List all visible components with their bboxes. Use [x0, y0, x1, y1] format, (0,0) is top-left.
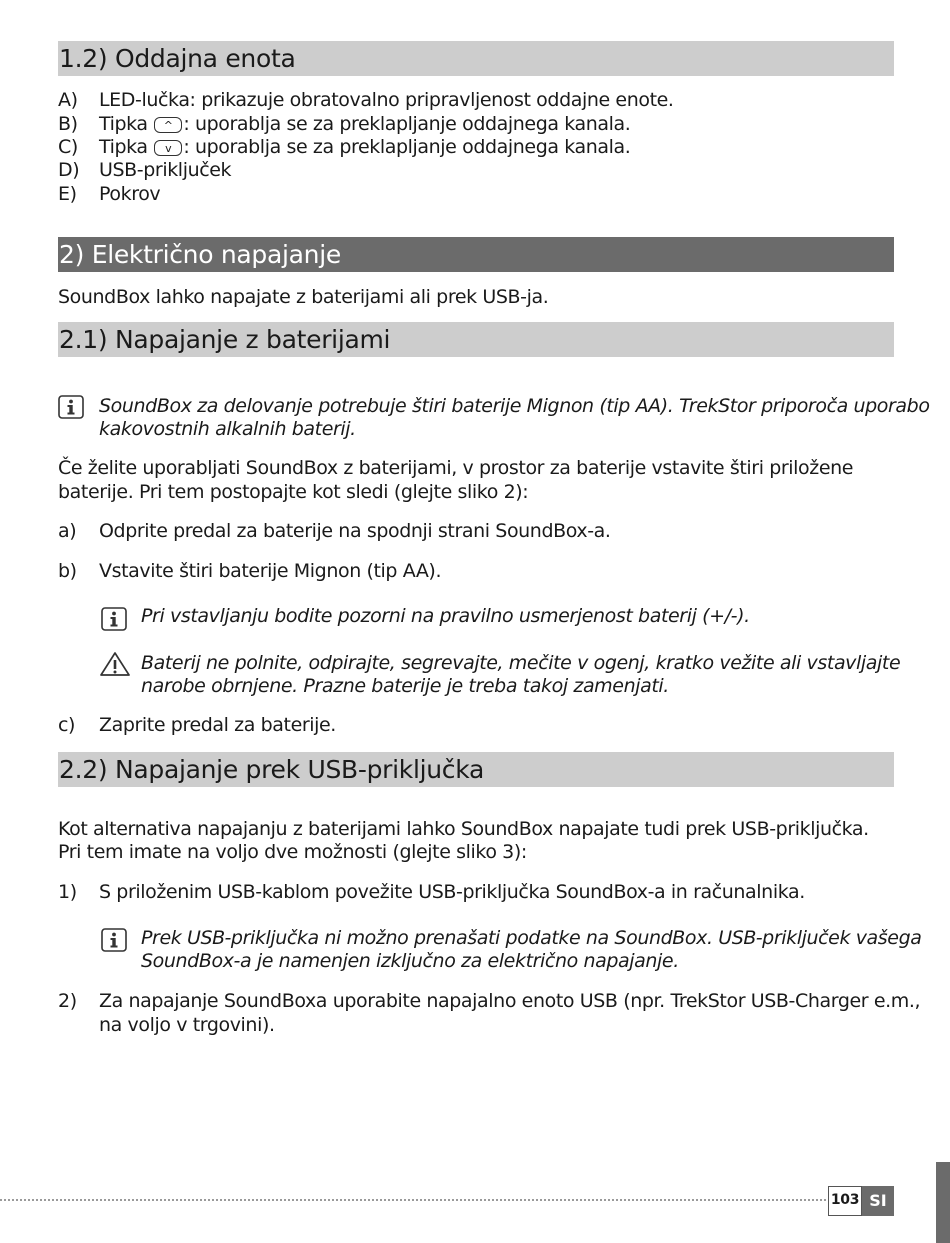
list-item — [99, 135, 630, 159]
paragraph: Kot alternativa napajanju z baterijami lahko SoundBox napajate tudi prek USB-priključka. — [58, 818, 869, 840]
info-icon — [58, 395, 84, 419]
section-heading-1-2: 1.2) Oddajna enota — [58, 41, 894, 76]
list-item: Pokrov — [99, 183, 161, 205]
up-button-icon: ^ — [154, 117, 182, 133]
info-text: Pri vstavljanju bodite pozorni na pravilno usmerjenost baterij (+/-). — [141, 605, 750, 627]
step-text: na voljo v trgovini). — [99, 1014, 275, 1036]
section-heading-2: 2) Električno napajanje — [58, 237, 894, 272]
warning-text: narobe obrnjene. Prazne baterije je treba takoj zamenjati. — [141, 675, 669, 697]
step-marker: a) — [58, 520, 77, 542]
step-marker: c) — [58, 714, 76, 736]
list-item: USB-priključek — [99, 159, 232, 181]
list-marker: D) — [58, 159, 80, 181]
list-item: LED-lučka: prikazuje obratovalno pripravljenost oddajne enote. — [99, 89, 674, 111]
info-text: SoundBox-a je namenjen izključno za električno napajanje. — [141, 950, 679, 972]
warning-icon — [99, 651, 131, 677]
footer-divider — [0, 1199, 826, 1201]
list-marker: A) — [58, 89, 78, 111]
list-item-prefix: Tipka — [99, 136, 148, 158]
step-marker: b) — [58, 560, 77, 582]
info-icon — [100, 607, 128, 631]
down-button-icon: v — [154, 140, 182, 156]
section-heading-2-2: 2.2) Napajanje prek USB-priključka — [58, 752, 894, 787]
chapter-tab — [936, 1162, 950, 1243]
list-item-prefix: Tipka — [99, 113, 148, 135]
page-number: 103 — [828, 1186, 862, 1216]
paragraph: SoundBox lahko napajate z baterijami ali prek USB-ja. — [58, 286, 549, 308]
info-text: Prek USB-priključka ni možno prenašati podatke na SoundBox. USB-priključek vašega — [141, 927, 922, 949]
list-item — [99, 112, 630, 136]
step-marker: 2) — [58, 990, 77, 1012]
warning-text: Baterij ne polnite, odpirajte, segrevajte, mečite v ogenj, kratko vežite ali vstavljajte — [141, 652, 901, 674]
note-text: SoundBox za delovanje potrebuje štiri baterije Mignon (tip AA). TrekStor priporoča uporabo — [99, 395, 930, 417]
paragraph: Če želite uporabljati SoundBox z baterijami, v prostor za baterije vstavite štiri priložene — [58, 457, 854, 479]
step-text: Odprite predal za baterije na spodnji strani SoundBox-a. — [99, 520, 611, 542]
step-text: Za napajanje SoundBoxa uporabite napajalno enoto USB (npr. TrekStor USB-Charger e.m., — [99, 990, 921, 1012]
list-marker: E) — [58, 183, 77, 205]
paragraph: Pri tem imate na voljo dve možnosti (glejte sliko 3): — [58, 841, 527, 863]
info-icon — [100, 928, 128, 952]
step-text: Zaprite predal za baterije. — [99, 714, 336, 736]
paragraph: baterije. Pri tem postopajte kot sledi (glejte sliko 2): — [58, 481, 529, 503]
section-heading-2-1: 2.1) Napajanje z baterijami — [58, 322, 894, 357]
list-marker: B) — [58, 113, 78, 135]
note-text: kakovostnih alkalnih baterij. — [99, 418, 356, 440]
language-badge: SI — [862, 1186, 894, 1216]
step-text: Vstavite štiri baterije Mignon (tip AA). — [99, 560, 442, 582]
step-marker: 1) — [58, 881, 77, 903]
list-marker: C) — [58, 136, 78, 158]
step-text: S priloženim USB-kablom povežite USB-priključka SoundBox-a in računalnika. — [99, 881, 805, 903]
list-item-text: : uporablja se za preklapljanje oddajnega kanala. — [183, 136, 631, 158]
list-item-text: : uporablja se za preklapljanje oddajnega kanala. — [183, 113, 631, 135]
